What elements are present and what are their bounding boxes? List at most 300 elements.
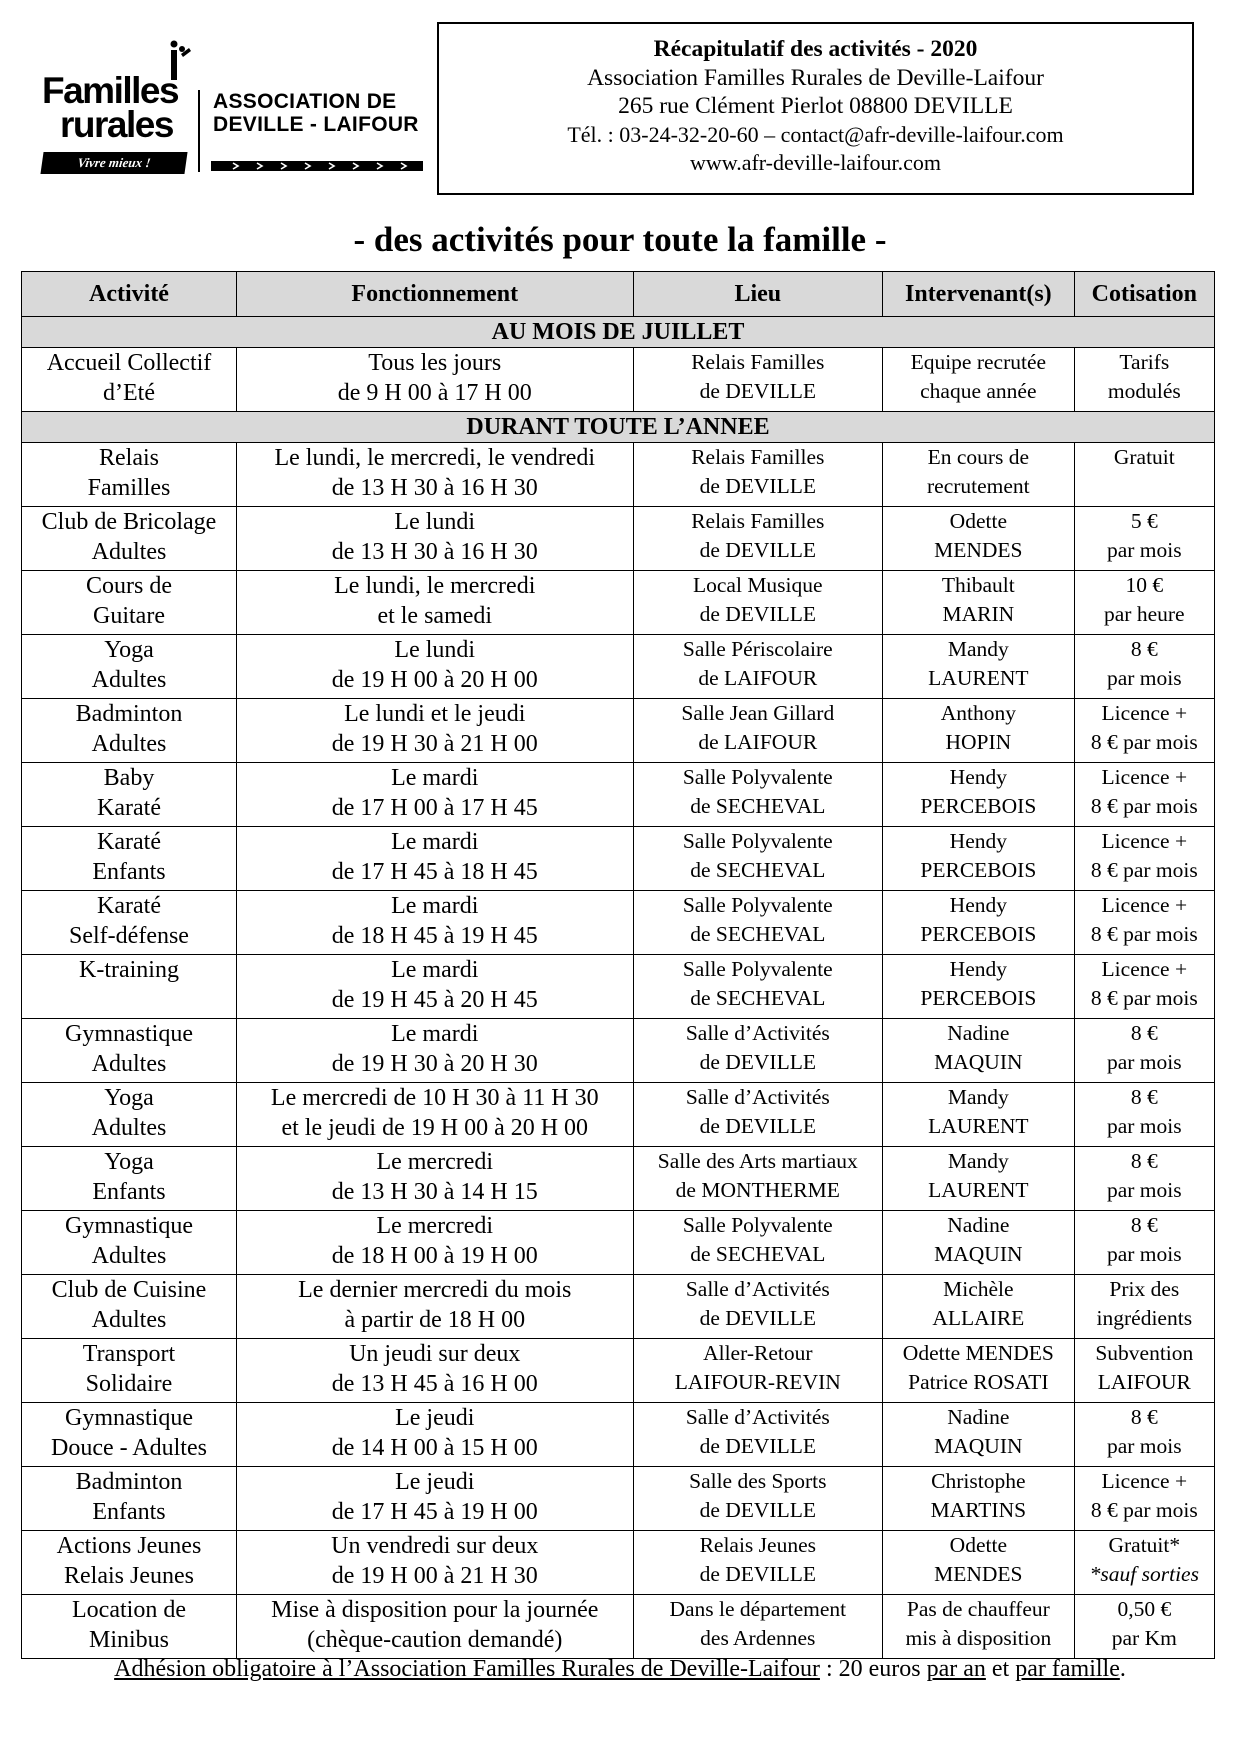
cell-line: ALLAIRE xyxy=(932,1305,1025,1330)
cell-line: de DEVILLE xyxy=(699,601,816,626)
cell-fonctionnement xyxy=(236,1467,633,1531)
cell-line: de MONTHERME xyxy=(675,1177,840,1202)
logo-association-name: ASSOCIATION DE DEVILLE - LAIFOUR xyxy=(213,90,419,136)
cell-line: par mois xyxy=(1106,1177,1182,1202)
cell-line: de SECHEVAL xyxy=(690,921,826,946)
cell-activite xyxy=(22,955,237,1019)
cell-line: LAIFOUR-REVIN xyxy=(674,1369,841,1394)
cell-line: Adultes xyxy=(91,731,167,757)
cell-lieu xyxy=(633,1275,883,1339)
cell-line: par mois xyxy=(1106,537,1182,562)
cell-line: 0,50 € xyxy=(1117,1597,1172,1621)
cell-intervenant xyxy=(883,443,1075,507)
cell-line: Yoga xyxy=(104,1085,154,1111)
cell-line: Karaté xyxy=(97,829,161,855)
cell-line: Adultes xyxy=(91,667,167,693)
cell-line: Douce - Adultes xyxy=(51,1435,207,1461)
cell-line: 8 € xyxy=(1130,1021,1158,1045)
cell-line: Licence + xyxy=(1101,1469,1188,1493)
cell-line: Le jeudi xyxy=(395,1405,475,1431)
cell-intervenant xyxy=(883,1083,1075,1147)
cell-line: de DEVILLE xyxy=(699,1561,816,1586)
cell-line: MENDES xyxy=(934,1561,1023,1586)
cell-line: Salle d’Activités xyxy=(685,1277,830,1301)
cell-line: Odette xyxy=(949,509,1007,533)
cell-activite xyxy=(22,507,237,571)
table-row xyxy=(22,1275,1215,1339)
cell-lieu xyxy=(633,827,883,891)
cell-activite xyxy=(22,763,237,827)
cell-line: Karaté xyxy=(97,795,161,821)
cell-line: de DEVILLE xyxy=(699,537,816,562)
cell-line: Le lundi et le jeudi xyxy=(344,701,526,727)
table-row xyxy=(22,955,1215,1019)
cell-line: Odette xyxy=(949,1533,1007,1557)
cell-line: Solidaire xyxy=(85,1371,173,1397)
cell-fonctionnement xyxy=(236,1595,633,1659)
cell-activite xyxy=(22,699,237,763)
cell-line: Le mercredi xyxy=(376,1149,494,1175)
cell-activite xyxy=(22,1339,237,1403)
cell-line: 8 € xyxy=(1130,1149,1158,1173)
cell-line: HOPIN xyxy=(945,729,1012,754)
cell-line: de LAIFOUR xyxy=(698,665,818,690)
cell-line: Le dernier mercredi du mois xyxy=(298,1277,572,1303)
column-header: Intervenant(s) xyxy=(883,272,1075,317)
column-header: Cotisation xyxy=(1074,272,1214,317)
cell-lieu xyxy=(633,699,883,763)
cell-line: Anthony xyxy=(940,701,1016,725)
cell-line: de DEVILLE xyxy=(699,1049,816,1074)
cell-line: Salle d’Activités xyxy=(685,1085,830,1109)
cell-line: Accueil Collectif xyxy=(46,350,212,376)
cell-line: de 13 H 30 à 16 H 30 xyxy=(331,475,538,501)
cell-line: Hendy xyxy=(949,893,1007,917)
logo-separator xyxy=(198,90,200,172)
cell-line: Un vendredi sur deux xyxy=(331,1533,539,1559)
cell-line: 8 € par mois xyxy=(1090,1497,1198,1522)
cell-fonctionnement xyxy=(236,1531,633,1595)
arrow-strip-icon xyxy=(211,160,423,172)
cell-intervenant xyxy=(883,1339,1075,1403)
cell-line: Cours de xyxy=(85,573,172,599)
cell-line: Mise à disposition pour la journée xyxy=(271,1597,599,1623)
table-row xyxy=(22,1083,1215,1147)
cell-line: par mois xyxy=(1106,665,1182,690)
cell-line: Licence + xyxy=(1101,893,1188,917)
cell-activite xyxy=(22,1531,237,1595)
cell-line: Prix des xyxy=(1109,1277,1180,1301)
cell-line: PERCEBOIS xyxy=(920,793,1037,818)
cell-line: Salle d’Activités xyxy=(685,1405,830,1429)
cell-line: Enfants xyxy=(92,1179,166,1205)
cell-fonctionnement xyxy=(236,1339,633,1403)
cell-line: Christophe xyxy=(931,1469,1026,1493)
cell-activite xyxy=(22,1211,237,1275)
header-contact-box xyxy=(437,22,1194,195)
cell-line: de 17 H 45 à 19 H 00 xyxy=(331,1499,538,1525)
cell-line: de SECHEVAL xyxy=(690,857,826,882)
cell-intervenant xyxy=(883,1403,1075,1467)
cell-intervenant xyxy=(883,1467,1075,1531)
cell-line: de 13 H 30 à 14 H 15 xyxy=(331,1179,538,1205)
cell-line: Baby xyxy=(103,765,155,791)
cell-line xyxy=(1077,472,1212,501)
cell-line: Mandy xyxy=(947,1085,1009,1109)
cell-line: de 17 H 45 à 18 H 45 xyxy=(331,859,538,885)
association-contact: Tél. : 03-24-32-20-60 – contact@afr-deville-laifour.com xyxy=(567,121,1064,147)
cell-cotisation xyxy=(1074,763,1214,827)
cell-line: Patrice ROSATI xyxy=(908,1369,1049,1394)
cell-intervenant xyxy=(883,1211,1075,1275)
cell-line: de DEVILLE xyxy=(699,1113,816,1138)
cell-fonctionnement xyxy=(236,827,633,891)
cell-fonctionnement xyxy=(236,955,633,1019)
cell-line: Actions Jeunes xyxy=(56,1533,202,1559)
cell-intervenant xyxy=(883,348,1075,412)
cell-line: Pas de chauffeur xyxy=(906,1597,1050,1621)
cell-line: mis à disposition xyxy=(905,1625,1052,1650)
cell-intervenant xyxy=(883,1147,1075,1211)
cell-lieu xyxy=(633,1211,883,1275)
cell-cotisation xyxy=(1074,891,1214,955)
cell-line: 8 € xyxy=(1130,1213,1158,1237)
cell-line: des Ardennes xyxy=(700,1625,816,1650)
cell-lieu xyxy=(633,1595,883,1659)
cell-line: Mandy xyxy=(947,1149,1009,1173)
cell-line: *sauf sorties xyxy=(1089,1561,1199,1586)
cell-line: par mois xyxy=(1106,1433,1182,1458)
cell-line: d’Eté xyxy=(103,380,155,406)
cell-line: Le mardi xyxy=(391,1021,479,1047)
cell-line: Salle Polyvalente xyxy=(682,1213,833,1237)
cell-line: de 19 H 00 à 21 H 30 xyxy=(331,1563,538,1589)
table-row xyxy=(22,1019,1215,1083)
cell-intervenant xyxy=(883,635,1075,699)
cell-line: Michèle xyxy=(943,1277,1014,1301)
cell-line: de 19 H 30 à 20 H 30 xyxy=(331,1051,538,1077)
cell-line: 8 € par mois xyxy=(1090,793,1198,818)
cell-line: MARTINS xyxy=(930,1497,1027,1522)
cell-line: Dans le département xyxy=(669,1597,847,1621)
cell-activite xyxy=(22,635,237,699)
cell-lieu xyxy=(633,1339,883,1403)
cell-line: Familles xyxy=(87,475,171,501)
cell-line: Nadine xyxy=(947,1405,1010,1429)
cell-line: Le mardi xyxy=(391,957,479,983)
cell-activite xyxy=(22,348,237,412)
cell-intervenant xyxy=(883,571,1075,635)
cell-line: PERCEBOIS xyxy=(920,985,1037,1010)
cell-intervenant xyxy=(883,1275,1075,1339)
cell-line: et le samedi xyxy=(377,603,493,629)
cell-line: de 14 H 00 à 15 H 00 xyxy=(331,1435,538,1461)
table-row xyxy=(22,763,1215,827)
cell-line: de DEVILLE xyxy=(699,473,816,498)
cell-fonctionnement xyxy=(236,699,633,763)
membership-note: Adhésion obligatoire à l’Association Familles Rurales de Deville-Laifour : 20 euros par an et par famille. xyxy=(114,1656,1126,1682)
cell-fonctionnement xyxy=(236,1083,633,1147)
cell-fonctionnement xyxy=(236,571,633,635)
cell-intervenant xyxy=(883,891,1075,955)
cell-line: Relais Familles xyxy=(691,445,825,469)
cell-line: Le lundi xyxy=(394,637,476,663)
cell-activite xyxy=(22,1467,237,1531)
cell-line: Hendy xyxy=(949,957,1007,981)
cell-line: Le mercredi xyxy=(376,1213,494,1239)
cell-line: par mois xyxy=(1106,1241,1182,1266)
cell-intervenant xyxy=(883,1595,1075,1659)
cell-line: Guitare xyxy=(93,603,165,629)
cell-line: Le mardi xyxy=(391,765,479,791)
cell-line: Gratuit xyxy=(1113,445,1175,469)
cell-line: Gratuit* xyxy=(1108,1533,1181,1557)
cell-cotisation xyxy=(1074,699,1214,763)
cell-line: Gymnastique xyxy=(65,1405,193,1431)
cell-line: Licence + xyxy=(1101,957,1188,981)
cell-line: de 13 H 45 à 16 H 00 xyxy=(331,1371,538,1397)
cell-line: LAURENT xyxy=(928,1177,1029,1202)
table-row xyxy=(22,827,1215,891)
table-row xyxy=(22,507,1215,571)
cell-fonctionnement xyxy=(236,891,633,955)
cell-activite xyxy=(22,1595,237,1659)
cell-line: de 18 H 45 à 19 H 45 xyxy=(331,923,538,949)
table-row xyxy=(22,443,1215,507)
section-row xyxy=(22,412,1215,443)
cell-line: Licence + xyxy=(1101,829,1188,853)
cell-lieu xyxy=(633,1531,883,1595)
cell-line: MAQUIN xyxy=(934,1241,1023,1266)
cell-line: Tarifs xyxy=(1119,350,1170,374)
cell-intervenant xyxy=(883,1019,1075,1083)
cell-fonctionnement xyxy=(236,635,633,699)
cell-line: Enfants xyxy=(92,1499,166,1525)
cell-cotisation xyxy=(1074,1147,1214,1211)
cell-line: K-training xyxy=(79,957,179,983)
cell-line: PERCEBOIS xyxy=(920,857,1037,882)
cell-line: chaque année xyxy=(920,378,1037,403)
cell-line: Badminton xyxy=(75,1469,183,1495)
cell-activite xyxy=(22,1083,237,1147)
cell-line: 8 € par mois xyxy=(1090,857,1198,882)
cell-cotisation xyxy=(1074,955,1214,1019)
cell-intervenant xyxy=(883,1531,1075,1595)
cell-line: de DEVILLE xyxy=(699,1433,816,1458)
cell-line: Salle Polyvalente xyxy=(682,957,833,981)
cell-line xyxy=(24,985,234,1015)
cell-line: de 9 H 00 à 17 H 00 xyxy=(337,380,532,406)
cell-line: Hendy xyxy=(949,765,1007,789)
cell-line: Adultes xyxy=(91,1243,167,1269)
cell-line: Adultes xyxy=(91,1307,167,1333)
cell-activite xyxy=(22,571,237,635)
cell-line: Nadine xyxy=(947,1213,1010,1237)
cell-line: 10 € xyxy=(1125,573,1164,597)
cell-cotisation xyxy=(1074,443,1214,507)
cell-line: ingrédients xyxy=(1096,1305,1193,1330)
association-name: Association Familles Rurales de Deville-Laifour xyxy=(587,64,1044,91)
cell-line: Relais Familles xyxy=(691,350,825,374)
cell-lieu xyxy=(633,571,883,635)
cell-line: de SECHEVAL xyxy=(690,985,826,1010)
cell-line: LAURENT xyxy=(928,665,1029,690)
cell-cotisation xyxy=(1074,827,1214,891)
cell-line: 8 € xyxy=(1130,637,1158,661)
column-header: Fonctionnement xyxy=(236,272,633,317)
cell-line: Salle d’Activités xyxy=(685,1021,830,1045)
cell-line: par mois xyxy=(1106,1113,1182,1138)
table-row xyxy=(22,1147,1215,1211)
cell-line: Club de Cuisine xyxy=(51,1277,207,1303)
cell-line: LAURENT xyxy=(928,1113,1029,1138)
cell-intervenant xyxy=(883,827,1075,891)
cell-line: Minibus xyxy=(88,1627,169,1653)
cell-fonctionnement xyxy=(236,443,633,507)
cell-fonctionnement xyxy=(236,1403,633,1467)
cell-line: Adultes xyxy=(91,539,167,565)
association-logo xyxy=(38,40,428,180)
cell-fonctionnement xyxy=(236,1275,633,1339)
cell-activite xyxy=(22,1403,237,1467)
cell-lieu xyxy=(633,1467,883,1531)
cell-line: de DEVILLE xyxy=(699,1497,816,1522)
cell-line: Le lundi xyxy=(394,509,476,535)
cell-fonctionnement xyxy=(236,1211,633,1275)
cell-line: 5 € xyxy=(1130,509,1158,533)
table-row xyxy=(22,1531,1215,1595)
cell-activite xyxy=(22,1275,237,1339)
cell-cotisation xyxy=(1074,1083,1214,1147)
cell-fonctionnement xyxy=(236,763,633,827)
cell-line: Le mardi xyxy=(391,829,479,855)
cell-line: Equipe recrutée xyxy=(910,350,1047,374)
cell-line: Salle Polyvalente xyxy=(682,829,833,853)
cell-line: (chèque-caution demandé) xyxy=(307,1627,563,1653)
association-address: 265 rue Clément Pierlot 08800 DEVILLE xyxy=(618,93,1013,119)
cell-line: En cours de xyxy=(927,445,1030,469)
cell-line: Un jeudi sur deux xyxy=(349,1341,521,1367)
cell-line: Adultes xyxy=(91,1051,167,1077)
cell-line: Salle Jean Gillard xyxy=(681,701,835,725)
cell-line: de 17 H 00 à 17 H 45 xyxy=(331,795,538,821)
cell-intervenant xyxy=(883,507,1075,571)
table-row xyxy=(22,348,1215,412)
cell-line: 8 € par mois xyxy=(1090,985,1198,1010)
column-header: Lieu xyxy=(633,272,883,317)
cell-line: Karaté xyxy=(97,893,161,919)
cell-lieu xyxy=(633,955,883,1019)
association-website: www.afr-deville-laifour.com xyxy=(689,150,942,175)
cell-cotisation xyxy=(1074,1403,1214,1467)
cell-line: MENDES xyxy=(934,537,1023,562)
cell-fonctionnement xyxy=(236,1019,633,1083)
cell-fonctionnement xyxy=(236,1147,633,1211)
cell-line: Relais Jeunes xyxy=(699,1533,816,1557)
logo-wordmark: Familles rurales xyxy=(42,70,179,145)
cell-line: recrutement xyxy=(927,473,1030,498)
table-row xyxy=(22,1403,1215,1467)
cell-line: de 19 H 00 à 20 H 00 xyxy=(331,667,538,693)
cell-lieu xyxy=(633,1019,883,1083)
cell-cotisation xyxy=(1074,635,1214,699)
cell-activite xyxy=(22,443,237,507)
cell-line: Enfants xyxy=(92,859,166,885)
section-label: AU MOIS DE JUILLET xyxy=(22,317,1215,348)
column-header: Activité xyxy=(22,272,237,317)
cell-line: de SECHEVAL xyxy=(690,1241,826,1266)
cell-lieu xyxy=(633,635,883,699)
cell-cotisation xyxy=(1074,571,1214,635)
cell-cotisation xyxy=(1074,1211,1214,1275)
cell-line: Yoga xyxy=(104,637,154,663)
cell-activite xyxy=(22,1019,237,1083)
cell-line: Badminton xyxy=(75,701,183,727)
cell-line: Thibault xyxy=(941,573,1015,597)
cell-line: modulés xyxy=(1107,378,1181,403)
table-row xyxy=(22,635,1215,699)
cell-line: Relais Jeunes xyxy=(64,1563,194,1589)
table-header-row xyxy=(22,272,1215,317)
cell-lieu xyxy=(633,507,883,571)
cell-line: Gymnastique xyxy=(65,1021,193,1047)
cell-line: Salle Polyvalente xyxy=(682,893,833,917)
cell-cotisation xyxy=(1074,1275,1214,1339)
document-title: Récapitulatif des activités - 2020 xyxy=(653,36,978,62)
cell-lieu xyxy=(633,348,883,412)
cell-line: Location de xyxy=(72,1597,186,1623)
cell-line: MAQUIN xyxy=(934,1049,1023,1074)
cell-intervenant xyxy=(883,955,1075,1019)
cell-line: Transport xyxy=(82,1341,176,1367)
cell-fonctionnement xyxy=(236,507,633,571)
cell-line: à partir de 18 H 00 xyxy=(344,1307,526,1333)
cell-line: Odette MENDES xyxy=(902,1341,1054,1365)
cell-line: Subvention xyxy=(1095,1341,1194,1365)
table-row xyxy=(22,1211,1215,1275)
cell-lieu xyxy=(633,763,883,827)
table-row xyxy=(22,1467,1215,1531)
cell-line: Self-défense xyxy=(69,923,189,949)
table-row xyxy=(22,699,1215,763)
cell-line: 8 € xyxy=(1130,1085,1158,1109)
cell-line: Local Musique xyxy=(693,573,823,597)
cell-activite xyxy=(22,827,237,891)
cell-line: LAIFOUR xyxy=(1097,1369,1191,1394)
cell-cotisation xyxy=(1074,348,1214,412)
cell-activite xyxy=(22,1147,237,1211)
cell-cotisation xyxy=(1074,1531,1214,1595)
cell-line: Relais xyxy=(98,445,159,471)
cell-line: de DEVILLE xyxy=(699,378,816,403)
cell-line: Tous les jours xyxy=(368,350,502,376)
cell-line: de 19 H 30 à 21 H 00 xyxy=(331,731,538,757)
cell-line: MAQUIN xyxy=(934,1433,1023,1458)
cell-cotisation xyxy=(1074,1339,1214,1403)
cell-lieu xyxy=(633,1147,883,1211)
cell-fonctionnement xyxy=(236,348,633,412)
table-row xyxy=(22,891,1215,955)
logo-tagline: Vivre mieux ! xyxy=(40,152,187,174)
table-row xyxy=(22,1595,1215,1659)
cell-line: Le jeudi xyxy=(395,1469,475,1495)
table-row xyxy=(22,571,1215,635)
cell-line: Salle des Arts martiaux xyxy=(657,1149,858,1173)
section-row xyxy=(22,317,1215,348)
activities-table xyxy=(21,271,1215,1659)
cell-line: 8 € par mois xyxy=(1090,729,1198,754)
cell-lieu xyxy=(633,891,883,955)
